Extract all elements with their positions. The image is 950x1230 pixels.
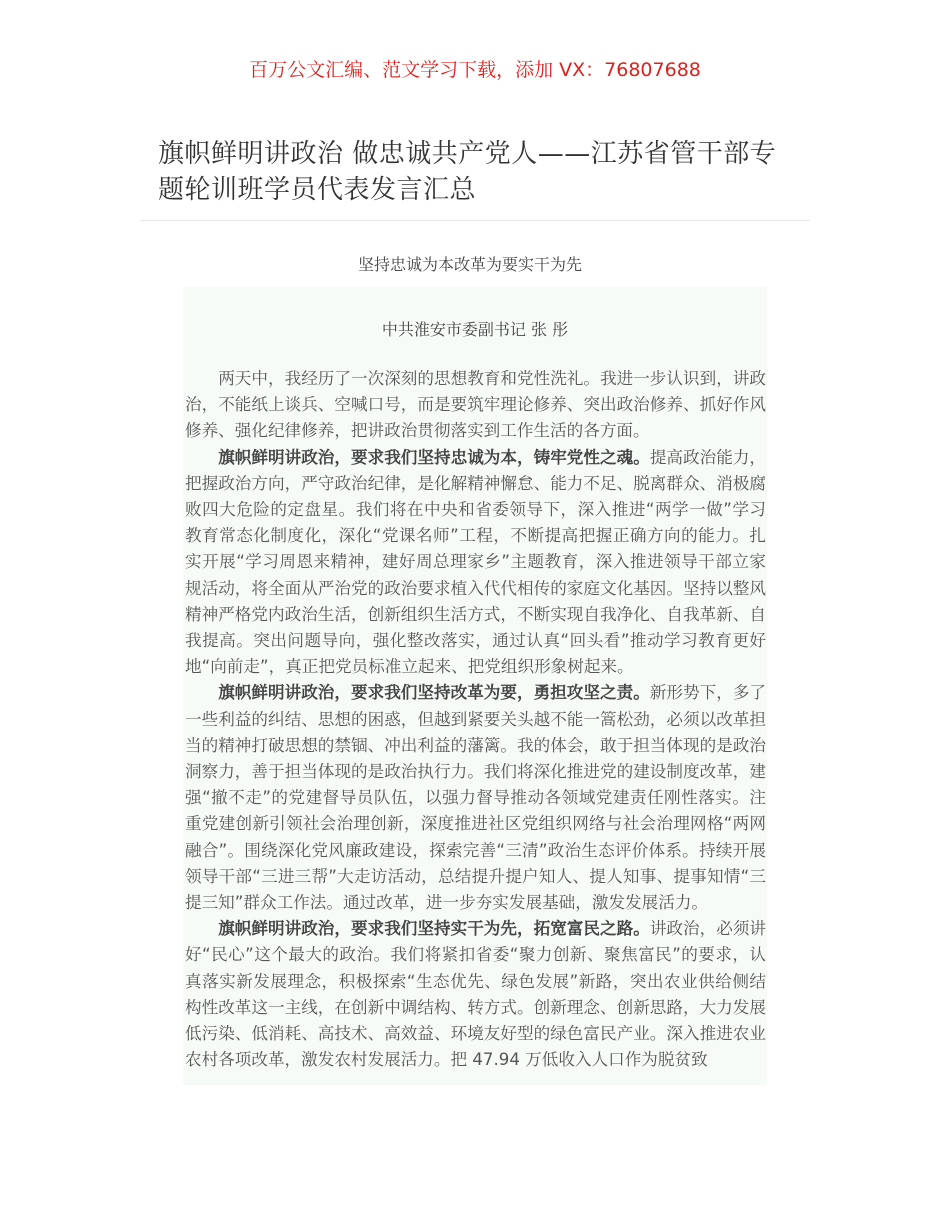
paragraph [185,916,766,1073]
paragraph-text: 提高政治能力，把握政治方向，严守政治纪律，是化解精神懈怠、能力不足、脱离群众、消极腐败四大危险的定盘星。我们将在中央和省委领导下，深入推进“两学一做”学习教育常态化制度化，深化“党课名师”工程，不断提高把握正确方向的能力。扎实开展“学习周恩来精神，建好周总理家乡”主题教育，深入推进领导干部立家规活动，将全面从严治党的政治要求植入代代相传的家庭文化基因。坚持以整风精神严格党内政治生活，创新组织生活方式，不断实现自我净化、自我革新、自我提高。突出问题导向，强化整改落实，通过认真“回头看”推动学习教育更好地“向前走”，真正把党员标准立起来、把党组织形象树起来。 [185,447,767,677]
paragraph-text: 新形势下，多了一些利益的纠结、思想的困惑，但越到紧要关头越不能一篙松劲，必须以改革担当的精神打破思想的禁锢、冲出利益的藩篱。我的体会，敢于担当体现的是政治洞察力，善于担当体现的是政治执行力。我们将深化推进党的建设制度改革，建强“撤不走”的党建督导员队伍，以强力督导推动各领域党建责任刚性落实。注重党建创新引领社会治理创新，深度推进社区党组织网络与社会治理网格“两网融合”。围绕深化党风廉政建设，探索完善“三清”政治生态评价体系。持续开展领导干部“三进三帮”大走访活动，总结提升提户知人、提人知事、提事知情“三提三知”群众工作法。通过改革，进一步夯实发展基础，激发发展活力。 [185,683,767,913]
author-line: 中共淮安市委副书记 张 彤 [381,320,569,339]
article-title: 旗帜鲜明讲政治 做忠诚共产党人——江苏省管干部专题轮训班学员代表发言汇总 [158,139,777,205]
paragraph-lead: 旗帜鲜明讲政治，要求我们坚持实干为先，拓宽富民之路。 [218,919,650,939]
article-subtitle: 坚持忠诚为本改革为要实干为先 [357,255,582,274]
paragraph [185,445,766,681]
download-banner: 百万公文汇编、范文学习下载，添加 VX：76807688 [249,59,701,81]
title-divider [140,220,810,221]
paragraph [185,680,766,916]
paragraph-lead: 旗帜鲜明讲政治，要求我们坚持忠诚为本，铸牢党性之魂。 [218,447,650,467]
paragraph [185,366,766,445]
paragraph-text: 讲政治，必须讲好“民心”这个最大的政治。我们将紧扣省委“聚力创新、聚焦富民”的要求，认真落实新发展理念，积极探索“生态优先、绿色发展”新路，突出农业供给侧结构性改革这一主线，在创新中调结构、转方式。创新理念、创新思路，大力发展低污染、低消耗、高技术、高效益、环境友好型的绿色富民产业。深入推进农业农村各项改革，激发农村发展活力。把 47.94 万低收入人口作为脱贫致 [185,919,767,1070]
article-body [185,366,766,1073]
paragraph-lead: 旗帜鲜明讲政治，要求我们坚持改革为要，勇担攻坚之责。 [218,683,650,703]
paragraph-text: 两天中，我经历了一次深刻的思想教育和党性洗礼。我进一步认识到，讲政治，不能纸上谈兵、空喊口号，而是要筑牢理论修养、突出政治修养、抓好作风修养、强化纪律修养，把讲政治贯彻落实到工作生活的各方面。 [185,369,766,441]
